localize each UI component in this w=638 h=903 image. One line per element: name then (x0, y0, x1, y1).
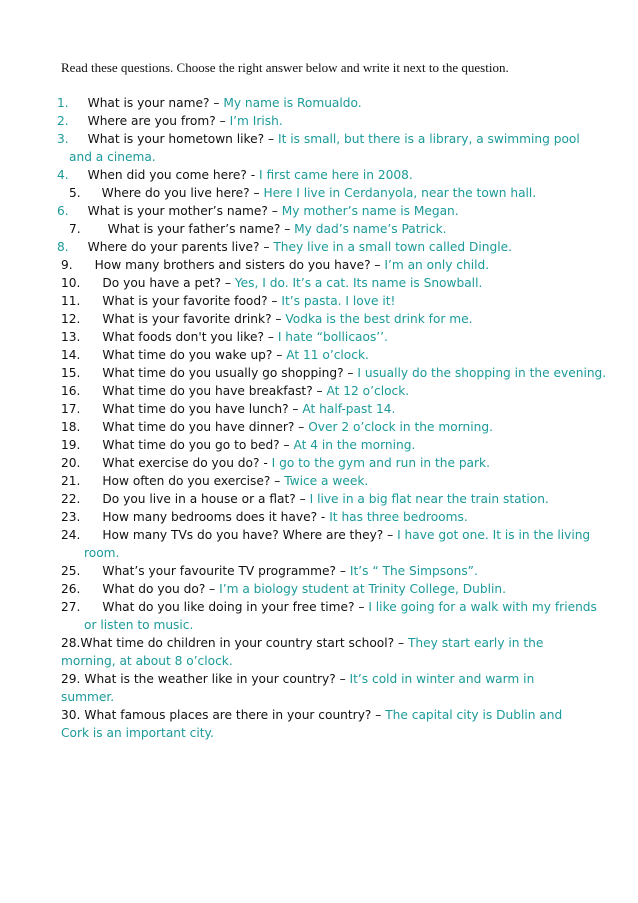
answer-text: I have got one. It is in the living (397, 528, 591, 542)
question-text: When did you come here? - (87, 168, 259, 182)
question-item (0, 706, 638, 742)
question-text: How many TVs do you have? Where are they? – (102, 528, 398, 542)
answer-text: The capital city is Dublin and (385, 708, 563, 722)
question-text: What is your favorite drink? – (102, 312, 286, 326)
question-number: 7. (69, 222, 81, 236)
question-number: 1. (57, 96, 69, 110)
answer-text: I go to the gym and run in the park. (271, 456, 490, 470)
question-number: 14. (61, 348, 81, 362)
question-item (0, 292, 638, 310)
question-item (0, 670, 638, 706)
answer-text: At half-past 14. (302, 402, 396, 416)
question-text: What is your favorite food? – (102, 294, 282, 308)
answer-continuation: and a cinema. (69, 150, 156, 164)
answer-text: I’m an only child. (384, 258, 490, 272)
qa-list (0, 94, 638, 742)
answer-text: I hate “bollicaos’’. (277, 330, 388, 344)
question-item (0, 184, 638, 202)
question-text: What time do you usually go shopping? – (102, 366, 358, 380)
question-item (0, 580, 638, 598)
answer-text: I’m Irish. (229, 114, 283, 128)
question-text: What foods don't you like? – (102, 330, 278, 344)
question-item (0, 346, 638, 364)
question-number: 8. (57, 240, 69, 254)
answer-text: It is small, but there is a library, a swimming pool (277, 132, 580, 146)
question-text: How often do you exercise? – (102, 474, 285, 488)
question-item (0, 238, 638, 256)
question-text: What is your father’s name? – (107, 222, 295, 236)
answer-text: It’s pasta. I love it! (281, 294, 396, 308)
answer-text: At 11 o’clock. (286, 348, 369, 362)
instruction-text: Read these questions. Choose the right answer below and write it next to the question. (61, 60, 509, 75)
question-number: 29. (61, 672, 81, 686)
question-number: 13. (61, 330, 81, 344)
question-text: What is your mother’s name? – (87, 204, 282, 218)
answer-text: My name is Romualdo. (223, 96, 362, 110)
answer-text: My dad’s name’s Patrick. (294, 222, 447, 236)
question-text: Do you live in a house or a flat? – (102, 492, 310, 506)
answer-text: I live in a big flat near the train station. (309, 492, 549, 506)
question-number: 9. (61, 258, 73, 272)
question-text: What’s your favourite TV programme? – (102, 564, 350, 578)
question-item (0, 202, 638, 220)
answer-text: At 4 in the morning. (293, 438, 416, 452)
question-item (0, 400, 638, 418)
question-item (0, 364, 638, 382)
question-text: Where do you live here? – (101, 186, 264, 200)
question-text: What time do you wake up? – (102, 348, 287, 362)
answer-continuation: Cork is an important city. (61, 726, 214, 740)
answer-text: Twice a week. (284, 474, 369, 488)
question-text: What is the weather like in your country? – (84, 672, 350, 686)
question-item (0, 598, 638, 634)
question-number: 18. (61, 420, 81, 434)
answer-text: They live in a small town called Dingle. (273, 240, 512, 254)
question-text: Where are you from? – (87, 114, 230, 128)
question-number: 20. (61, 456, 81, 470)
question-number: 21. (61, 474, 81, 488)
question-text: What time do you have dinner? – (102, 420, 309, 434)
answer-text: Here I live in Cerdanyola, near the town hall. (263, 186, 537, 200)
question-text: What is your hometown like? – (87, 132, 278, 146)
question-item (0, 436, 638, 454)
question-text: What is your name? – (87, 96, 224, 110)
question-item (0, 490, 638, 508)
question-number: 5. (69, 186, 81, 200)
answer-text: I first came here in 2008. (259, 168, 413, 182)
question-item (0, 382, 638, 400)
question-item (0, 220, 638, 238)
question-text: What time do you have breakfast? – (102, 384, 327, 398)
question-number: 6. (57, 204, 69, 218)
answer-continuation: morning, at about 8 o’clock. (61, 654, 233, 668)
question-number: 16. (61, 384, 81, 398)
question-item (0, 256, 638, 274)
question-number: 19. (61, 438, 81, 452)
question-text: What famous places are there in your country? – (84, 708, 386, 722)
answer-text: They start early in the (407, 636, 544, 650)
answer-continuation: or listen to music. (84, 618, 194, 632)
question-number: 27. (61, 600, 81, 614)
question-number: 12. (61, 312, 81, 326)
question-number: 24. (61, 528, 81, 542)
question-number: 3. (57, 132, 69, 146)
answer-text: I’m a biology student at Trinity College, Dublin. (219, 582, 506, 596)
question-item (0, 166, 638, 184)
answer-continuation: room. (84, 546, 120, 560)
question-text: Where do your parents live? – (87, 240, 274, 254)
question-item (0, 526, 638, 562)
question-number: 30. (61, 708, 81, 722)
question-item (0, 562, 638, 580)
question-number: 4. (57, 168, 69, 182)
question-item (0, 454, 638, 472)
question-item (0, 130, 638, 166)
question-number: 2. (57, 114, 69, 128)
answer-continuation: summer. (61, 690, 115, 704)
question-number: 11. (61, 294, 81, 308)
question-number: 15. (61, 366, 81, 380)
answer-text: Yes, I do. It’s a cat. Its name is Snowball. (234, 276, 483, 290)
question-item (0, 112, 638, 130)
question-text: What do you do? – (102, 582, 220, 596)
answer-text: At 12 o’clock. (326, 384, 410, 398)
question-item (0, 274, 638, 292)
question-item (0, 472, 638, 490)
question-item (0, 94, 638, 112)
question-text: How many brothers and sisters do you have? – (94, 258, 385, 272)
question-text: What time do you have lunch? – (102, 402, 303, 416)
answer-text: It’s cold in winter and warm in (349, 672, 535, 686)
answer-text: It has three bedrooms. (329, 510, 468, 524)
question-text: What do you like doing in your free time? – (102, 600, 369, 614)
question-number: 25. (61, 564, 81, 578)
question-text: Do you have a pet? – (102, 276, 235, 290)
answer-text: Over 2 o’clock in the morning. (308, 420, 493, 434)
question-number: 17. (61, 402, 81, 416)
question-number: 10. (61, 276, 81, 290)
question-number: 22. (61, 492, 81, 506)
answer-text: Vodka is the best drink for me. (285, 312, 473, 326)
question-item (0, 508, 638, 526)
answer-text: My mother’s name is Megan. (281, 204, 459, 218)
answer-text: I usually do the shopping in the evening. (357, 366, 607, 380)
question-text: What time do you go to bed? – (102, 438, 294, 452)
question-item (0, 310, 638, 328)
answer-text: It’s “ The Simpsons”. (349, 564, 478, 578)
question-text: How many bedrooms does it have? - (102, 510, 330, 524)
question-item (0, 328, 638, 346)
question-text: What exercise do you do? - (102, 456, 272, 470)
question-text: What time do children in your country start school? – (80, 636, 408, 650)
answer-text: I like going for a walk with my friends (368, 600, 597, 614)
question-number: 28. (61, 636, 81, 650)
question-item (0, 418, 638, 436)
question-item (0, 634, 638, 670)
question-number: 23. (61, 510, 81, 524)
question-number: 26. (61, 582, 81, 596)
